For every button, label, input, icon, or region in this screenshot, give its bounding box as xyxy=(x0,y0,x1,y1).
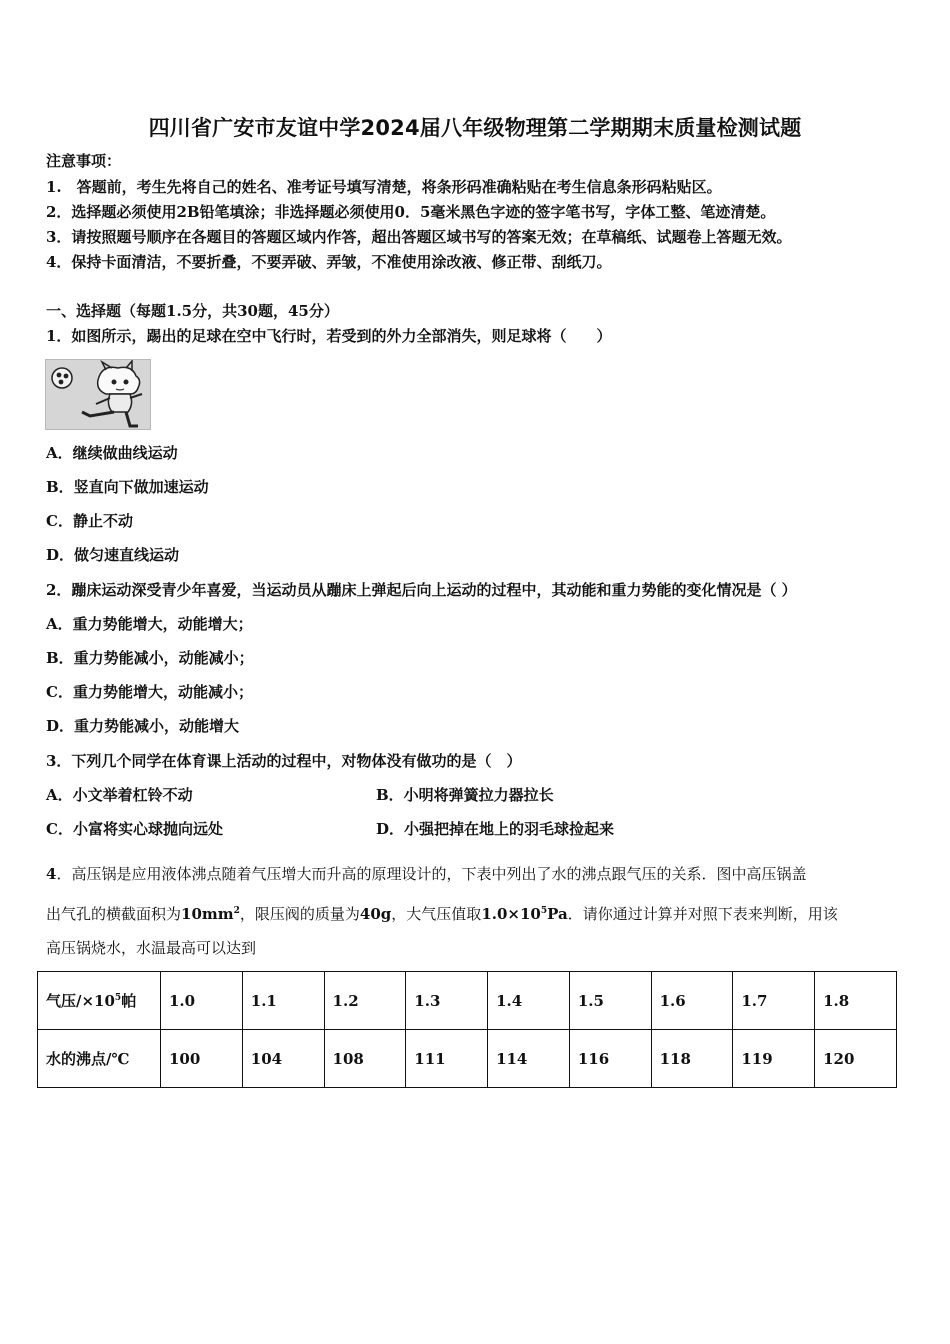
question-4-text: ．请你通过计算并对照下表来判断，用该 xyxy=(567,905,838,923)
table-cell: 1.6 xyxy=(651,972,733,1030)
option: C．小富将实心球抛向远处 xyxy=(46,820,223,838)
option: D．做匀速直线运动 xyxy=(46,546,180,564)
question-4-text: 出气孔的横截面积为 xyxy=(46,905,182,923)
table-row xyxy=(38,1030,897,1088)
option: B．重力势能减小，动能减小； xyxy=(46,649,254,667)
notice-heading: 注意事项： xyxy=(46,152,122,170)
option: C．静止不动 xyxy=(46,512,133,530)
valve-mass-value: 40g xyxy=(359,905,392,923)
question-1-stem: 1．如图所示，踢出的足球在空中飞行时，若受到的外力全部消失，则足球将（ ） xyxy=(46,327,612,345)
option: D．重力势能减小，动能增大 xyxy=(46,717,240,735)
question-4-text: ，限压阀的质量为 xyxy=(239,905,360,923)
table-cell: 119 xyxy=(733,1030,815,1088)
table-cell: 114 xyxy=(488,1030,570,1088)
option: D．小强把掉在地上的羽毛球捡起来 xyxy=(376,820,615,838)
table-cell: 100 xyxy=(161,1030,243,1088)
table-cell: 1.2 xyxy=(324,972,406,1030)
table-cell: 118 xyxy=(651,1030,733,1088)
notice-item: 1. 答题前，考生先将自己的姓名、准考证号填写清楚，将条形码准确粘贴在考生信息条形码粘贴区。 xyxy=(46,178,722,196)
football-kick-illustration xyxy=(45,359,151,430)
table-cell: 1.0 xyxy=(161,972,243,1030)
table-cell: 1.4 xyxy=(488,972,570,1030)
atmospheric-pressure-value: $1.0\times 10^5Pa$ xyxy=(481,905,568,923)
section-heading: 一、选择题（每题1.5分，共30题，45分） xyxy=(46,302,339,320)
option: A．继续做曲线运动 xyxy=(46,444,178,462)
table-cell: 1.3 xyxy=(406,972,488,1030)
question-3-stem: 3．下列几个同学在体育课上活动的过程中，对物体没有做功的是（ ） xyxy=(46,752,522,770)
table-cell: 1.1 xyxy=(242,972,324,1030)
notice-item: 2．选择题必须使用2B铅笔填涂；非选择题必须使用0．5毫米黑色字迹的签字笔书写，字体工整、笔迹清楚。 xyxy=(46,203,776,221)
question-4-number: 4 xyxy=(46,865,57,883)
question-4-line xyxy=(46,864,906,884)
notice-item: 4．保持卡面清洁，不要折叠，不要弄破、弄皱，不准使用涂改液、修正带、刮纸刀。 xyxy=(46,253,612,271)
table-cell: 108 xyxy=(324,1030,406,1088)
question-4-line: 高压锅烧水，水温最高可以达到 xyxy=(46,939,257,957)
question-4-text: ，大气压值取 xyxy=(391,905,482,923)
option: B．小明将弹簧拉力器拉长 xyxy=(376,786,554,804)
table-cell: 120 xyxy=(815,1030,897,1088)
table-row xyxy=(38,972,897,1030)
option: A．重力势能增大，动能增大； xyxy=(46,615,253,633)
table-cell: 1.7 xyxy=(733,972,815,1030)
page-title: 四川省广安市友谊中学2024届八年级物理第二学期期末质量检测试题 xyxy=(148,116,802,140)
pressure-row-label: 气压$/\times 10^5$帕 xyxy=(38,972,161,1030)
option: B．竖直向下做加速运动 xyxy=(46,478,209,496)
boiling-point-table xyxy=(37,971,897,1088)
table-cell: 1.5 xyxy=(569,972,651,1030)
table-cell: 116 xyxy=(569,1030,651,1088)
question-4-text: ．高压锅是应用液体沸点随着气压增大而升高的原理设计的，下表中列出了水的沸点跟气压的关系．图中高压锅盖 xyxy=(56,865,807,883)
notice-item: 3．请按照题号顺序在各题目的答题区域内作答，超出答题区域书写的答案无效；在草稿纸、试题卷上答题无效。 xyxy=(46,228,792,246)
table-cell: 1.8 xyxy=(815,972,897,1030)
question-2-stem: 2．蹦床运动深受青少年喜爱，当运动员从蹦床上弹起后向上运动的过程中，其动能和重力势能的变化情况是（ ） xyxy=(46,581,797,599)
question-4-line xyxy=(46,901,906,924)
vent-area-value: $10mm^2$ xyxy=(181,905,240,923)
table-cell: 111 xyxy=(406,1030,488,1088)
table-cell: 104 xyxy=(242,1030,324,1088)
option: C．重力势能增大，动能减小； xyxy=(46,683,253,701)
option: A．小文举着杠铃不动 xyxy=(46,786,193,804)
boiling-row-label: 水的沸点/℃ xyxy=(38,1030,161,1088)
